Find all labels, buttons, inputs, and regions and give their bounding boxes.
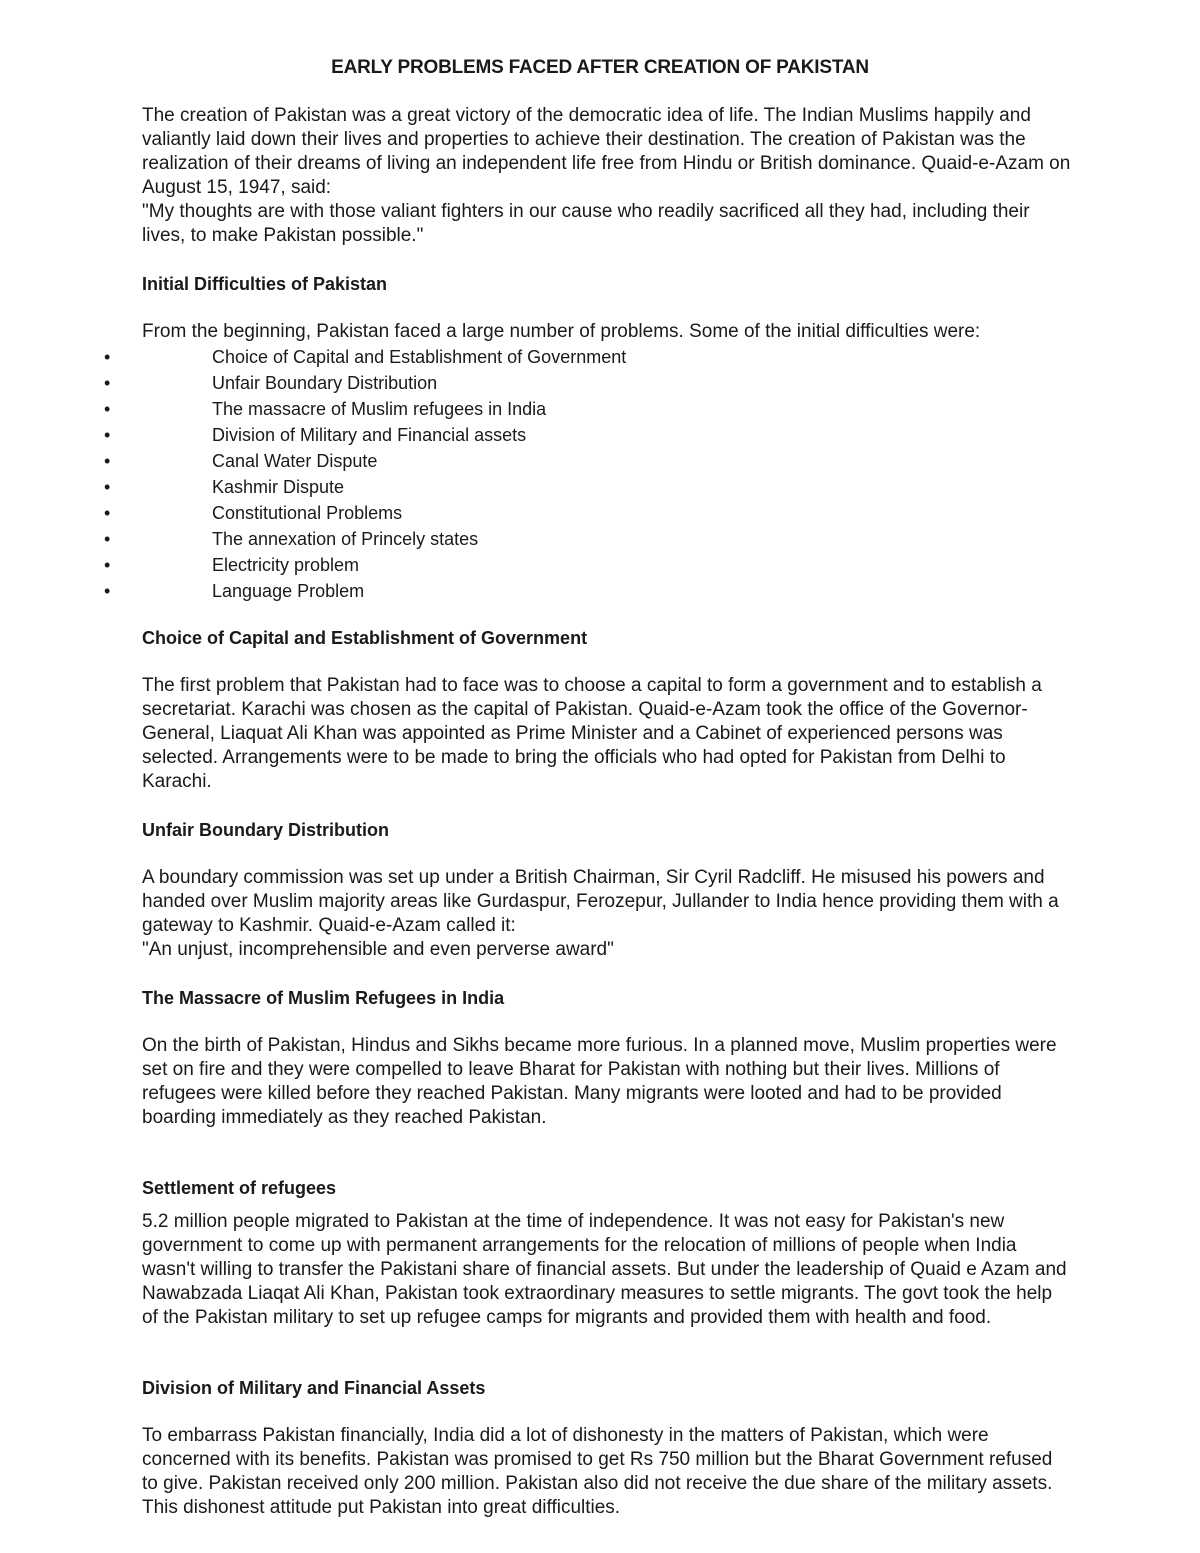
heading-initial-difficulties: Initial Difficulties of Pakistan [142,274,388,294]
heading-division: Division of Military and Financial Assets [142,1378,486,1398]
initial-lead: From the beginning, Pakistan faced a large number of problems. Some of the initial difficulties were: [142,321,981,342]
bullet-icon: • [104,477,111,497]
bullet-icon: • [104,529,111,549]
list-item: • Kashmir Dispute [142,474,1072,500]
bullet-icon: • [104,503,111,523]
boundary-paragraph: A boundary commission was set up under a British Chairman, Sir Cyril Radcliff. He misused his powers and handed over Muslim majority areas like Gurdaspur, Ferozepur, Jullander to India hence providing them with a gateway to Kashmir. Quaid-e-Azam called it: [142,867,1059,936]
list-item: • Choice of Capital and Establishment of Government [142,344,1072,370]
massacre-paragraph: On the birth of Pakistan, Hindus and Sikhs became more furious. In a planned move, Muslim properties were set on fire and they were compelled to leave Bharat for Pakistan with nothing but their lives. Millions of refugees were killed before they reached Pakistan. Many migrants were looted and had to be provided boarding immediately as they reached Pakistan. [142,1035,1057,1128]
bullet-icon: • [104,581,111,601]
list-item: • Division of Military and Financial assets [142,422,1072,448]
capital-paragraph: The first problem that Pakistan had to face was to choose a capital to form a government and to establish a secretariat. Karachi was chosen as the capital of Pakistan. Quaid-e-Azam took the office of the Governor-General, Liaquat Ali Khan was appointed as Prime Minister and a Cabinet of experienced persons was selected. Arrangements were to be made to bring the officials who had opted for Pakistan from Delhi to Karachi. [142,675,1042,792]
heading-massacre: The Massacre of Muslim Refugees in India [142,988,505,1008]
heading-boundary: Unfair Boundary Distribution [142,820,389,840]
list-item: • Language Problem [142,578,1072,604]
list-item: • The annexation of Princely states [142,526,1072,552]
settlement-paragraph: 5.2 million people migrated to Pakistan at the time of independence. It was not easy for Pakistan's new government to come up with permanent arrangements for the relocation of millions of people when India wasn't willing to transfer the Pakistani share of financial assets. But under the leadership of Quaid e Azam and Nawabzada Liaqat Ali Khan, Pakistan took extraordinary measures to settle migrants. The govt took the help of the Pakistan military to set up refugee camps for migrants and provided them with health and food. [142,1211,1067,1328]
intro-paragraph: The creation of Pakistan was a great victory of the democratic idea of life. The Indian Muslims happily and valiantly laid down their lives and properties to achieve their destination. The creation of Pakistan was the realization of their dreams of living an independent life free from Hindu or British dominance. Quaid-e-Azam on August 15, 1947, said: [142,105,1071,198]
bullet-icon: • [104,399,111,419]
list-item: • Unfair Boundary Distribution [142,370,1072,396]
bullet-icon: • [104,555,111,575]
intro-quote: "My thoughts are with those valiant fighters in our cause who readily sacrificed all they had, including their lives, to make Pakistan possible." [142,201,1030,246]
heading-capital: Choice of Capital and Establishment of Government [142,628,588,648]
division-paragraph: To embarrass Pakistan financially, India did a lot of dishonesty in the matters of Pakistan, which were concerned with its benefits. Pakistan was promised to get Rs 750 million but the Bharat Government refused to give. Pakistan received only 200 million. Pakistan also did not receive the due share of the military assets. This dishonest attitude put Pakistan into great difficulties. [142,1425,1053,1518]
document-body [104,104,1072,1520]
list-item: • Electricity problem [142,552,1072,578]
heading-settlement: Settlement of refugees [142,1178,337,1198]
bullet-icon: • [104,425,111,445]
list-item: • Canal Water Dispute [142,448,1072,474]
document-title: EARLY PROBLEMS FACED AFTER CREATION OF PAKISTAN [331,57,869,78]
list-item: • Constitutional Problems [142,500,1072,526]
list-item: • The massacre of Muslim refugees in India [142,396,1072,422]
boundary-quote: "An unjust, incomprehensible and even perverse award" [142,939,614,960]
bullet-icon: • [104,373,111,393]
difficulties-list [104,344,1072,604]
bullet-icon: • [104,451,111,471]
bullet-icon: • [104,347,111,367]
